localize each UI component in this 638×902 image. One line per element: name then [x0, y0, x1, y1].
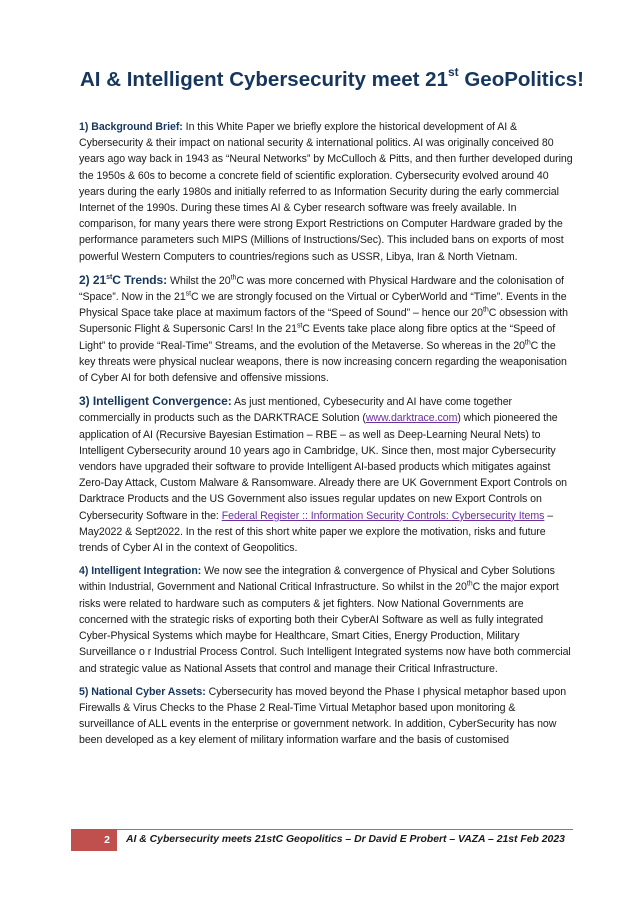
heading-part: 2) 21: [79, 272, 107, 287]
paragraph-text: C the major export risks were related to hardware such as computers & jet fighters. Now National Governments are concerned with the strategic risks of exporting both their CyberAI Software as well as fully integrated Cyber-Physical Systems which maybe for Healthcare, Smart Cities, Energy Production, Military Surveillance o r Industrial Process Control. Such Intelligent Integrated systems now have both commercial and strategic value as National Assets that control and manage their Critical Infrastructure.: [79, 581, 571, 675]
page-title: [80, 65, 584, 92]
paragraph-text: Whilst the 20: [167, 274, 231, 287]
superscript: st: [185, 290, 192, 298]
paragraph-text: Cybersecurity has moved beyond the Phase I physical metaphor based upon Firewalls & Virus Checks to the Phase 2 Real-Time Virtual Metaphor based upon monitoring & surveillance of ALL events in the enterprise or government network. In addition, CyberSecurity has now been developed as a key element of military information warfare and the basis of customised: [79, 685, 567, 747]
superscript: th: [524, 339, 531, 347]
section-heading-3: 3) Intelligent Convergence:: [79, 394, 232, 409]
heading-superscript: st: [106, 273, 113, 281]
section-heading-4: 4) Intelligent Integration:: [79, 565, 202, 578]
section-heading-1: 1) Background Brief:: [79, 121, 183, 133]
federal-register-link[interactable]: Federal Register :: Information Security Controls: Cybersecurity Items: [221, 509, 545, 522]
superscript: th: [230, 274, 237, 282]
page-number-badge: 2: [71, 829, 117, 851]
paragraph-background-brief: [79, 119, 573, 265]
paragraph-national-cyber-assets: [79, 684, 573, 749]
paragraph-text: – May2022 & Sept2022. In the rest of this short white paper we explore the motivation, risks and future trends of Cyber AI in the context of Geopolitics.: [79, 509, 554, 555]
paragraph-intelligent-convergence: [79, 393, 573, 556]
title-superscript: st: [447, 65, 459, 80]
paragraph-intelligent-integration: [79, 563, 573, 676]
title-tail: GeoPolitics!: [458, 68, 584, 91]
paragraph-text: C obsession with Supersonic Flight & Supersonic Cars! In the 21: [79, 307, 568, 336]
paragraph-21c-trends: [79, 272, 573, 386]
heading-part: C Trends:: [112, 272, 168, 287]
paragraph-text: In this White Paper we briefly explore the historical development of AI & Cybersecurity & their impact on national security & international politics. AI was originally conceived 80 years ago way back in 1943 as “Neural Networks” by McCulloch & Pitts, and then further developed during the 1950s & 60s to become a concrete field of scientific exploration. Cybersecurity evolved around 40 years during the early 1980s and initially referred to as Information Security during the early commercial Internet of the 1990s. During these times AI & Cyber research software was freely available. In comparison, for many years there were strong Export Restrictions on Computer Hardware graded by the performance parameters such MIPS (Millions of Instructions/Sec). This included bans on exports of most powerful Western Computers to countries/regions such as USSR, Libya, Iran & North Vietnam.: [79, 121, 573, 263]
document-body: [79, 119, 573, 756]
paragraph-text: ) which pioneered the application of AI (Recursive Bayesian Estimation – RBE – as well as Deep-Learning Neural Nets) to Intelligent Cybersecurity around 10 years ago in Cambridge, UK. Since then, most major Cybersecurity vendors have upgraded their software to provide Intelligent AI-based products which mitigates against Zero-Day Attack, Custom Malware & Ransomware. Already there are UK Government Export Controls on Darktrace Products and the US Government also issues regular updates on new Export Controls on Cybersecurity Software in the:: [79, 412, 568, 522]
paragraph-text: C was more concerned with Physical Hardware and the colonisation of “Space”. Now in the 21: [79, 274, 564, 304]
paragraph-text: C Events take place along fibre optics at the “Speed of Light” to provide “Real-Time” Streams, and the evolution of the Metaverse. So whereas in the 20: [79, 323, 556, 352]
paragraph-text: As just mentioned, Cybesecurity and AI have come together commercially in products such as the DARKTRACE Solution (: [79, 396, 513, 425]
section-heading-2: [79, 273, 167, 287]
paragraph-text: C we are strongly focused on the Virtual or CyberWorld and “Time”. Events in the Physical Space take place at maximum factors of the “Speed of Sound” – hence our 20: [79, 291, 567, 320]
superscript: th: [482, 306, 489, 314]
paragraph-text: C the key threats were physical nuclear weapons, there is now increasing concern regarding the weaponisation of Cyber AI for both defensive and offensive missions.: [79, 339, 567, 385]
superscript: st: [296, 322, 303, 330]
darktrace-link[interactable]: www.darktrace.com: [365, 412, 458, 425]
footer-divider: [79, 829, 573, 830]
title-main: AI & Intelligent Cybersecurity meet 21: [80, 68, 448, 91]
footer-text: AI & Cybersecurity meets 21stC Geopolitics – Dr David E Probert – VAZA – 21st Feb 2023: [126, 834, 565, 845]
superscript: th: [466, 580, 473, 588]
paragraph-text: We now see the integration & convergence of Physical and Cyber Solutions within Industrial, Government and National Critical Infrastructure. So whilst in the 20: [79, 565, 555, 594]
section-heading-5: 5) National Cyber Assets:: [79, 685, 206, 698]
